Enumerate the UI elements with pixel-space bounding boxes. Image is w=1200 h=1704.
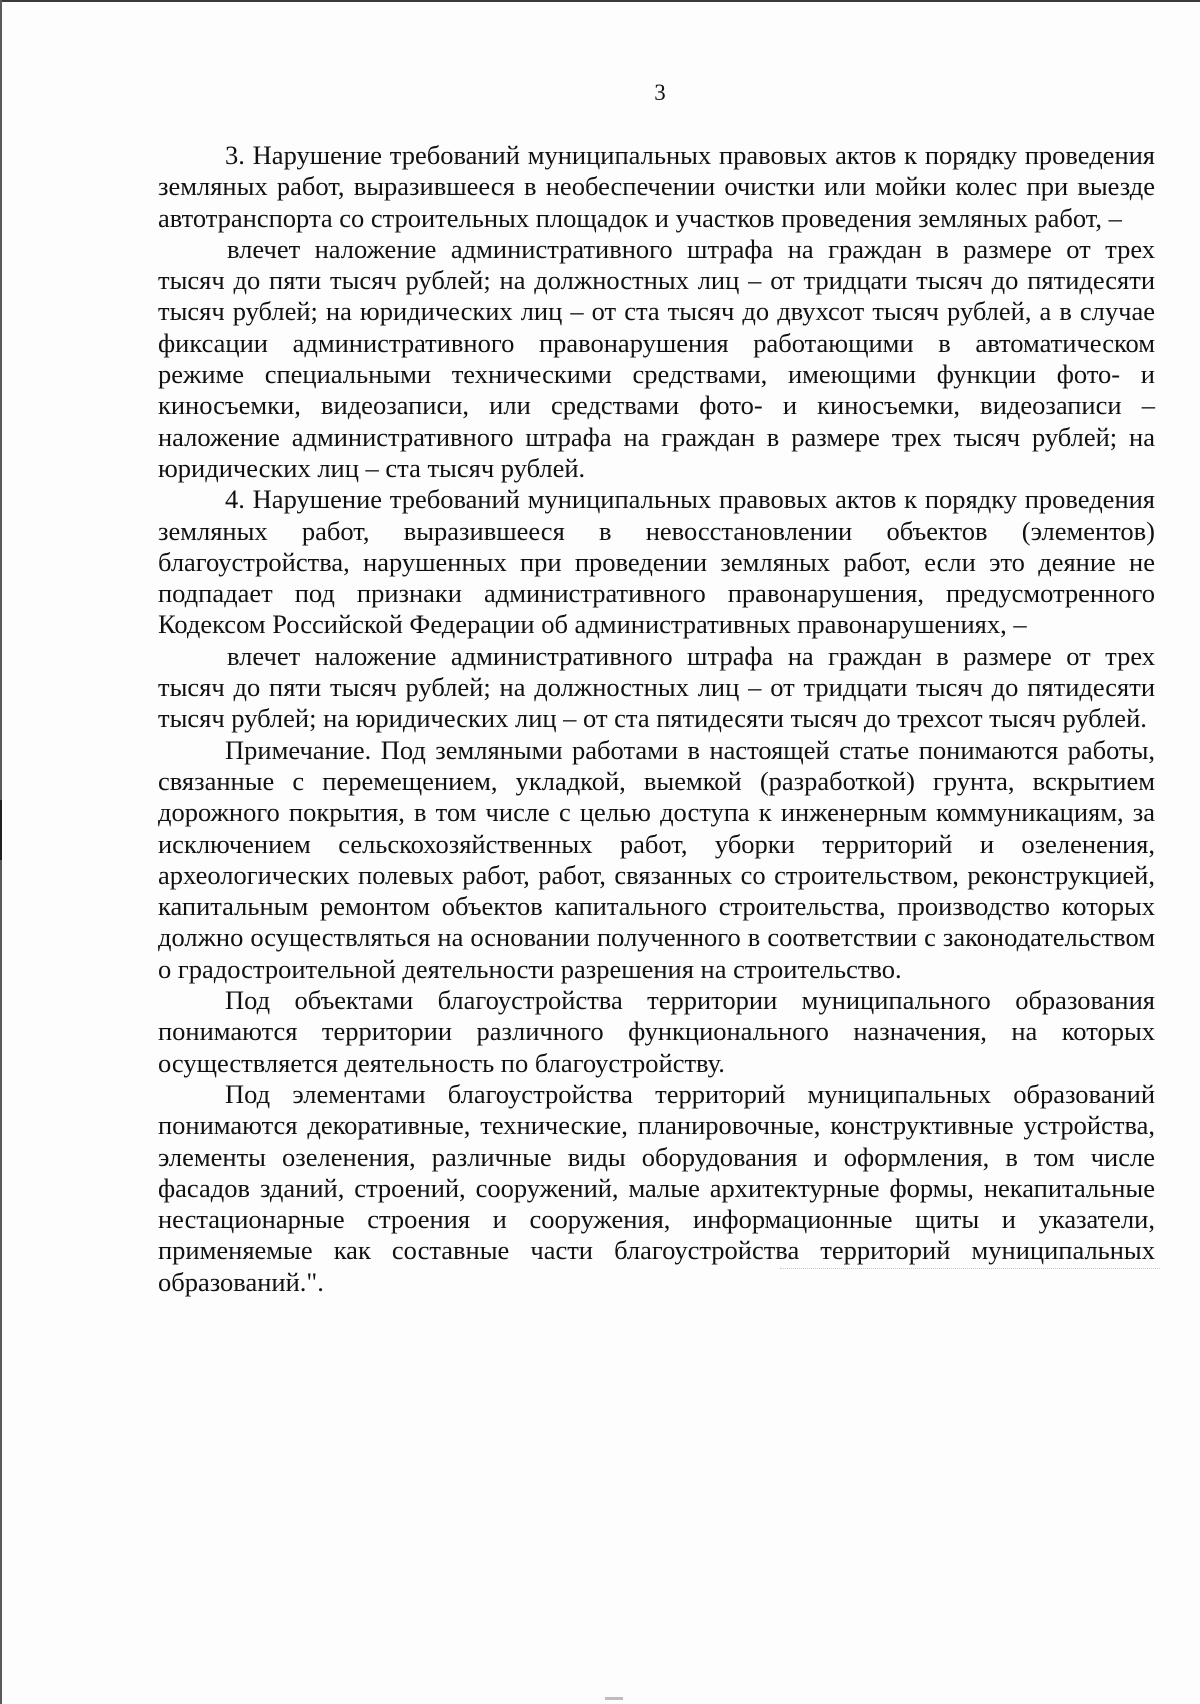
paragraph-article-4: 4. Нарушение требований муниципальных правовых актов к порядку проведения земляных работ, выразившееся в невосстановлении объектов (элементов) благоустройства, нарушенных при проведении земляных работ, если это деяние не подпадает под признаки административного правонарушения, предусмотренного Кодексом Российской Федерации об административных правонарушениях, –	[158, 484, 1155, 640]
paragraph-note: Примечание. Под земляными работами в настоящей статье понимаются работы, связанные с перемещением, укладкой, выемкой (разработкой) грунта, вскрытием дорожного покрытия, в том числе с целью доступа к инженерным коммуникациям, за исключением сельскохозяйственных работ, уборки территорий и озеленения, археологических полевых работ, работ, связанных со строительством, реконструкцией, капитальным ремонтом объектов капитального строительства, производство которых должно осуществляться на основании полученного в соответствии с законодательством о градостроительной деятельности разрешения на строительство.	[158, 734, 1155, 984]
scan-smudge	[605, 1697, 623, 1700]
paragraph-penalty-4: влечет наложение административного штрафа на граждан в размере от трех тысяч до пяти тысяч рублей; на должностных лиц – от тридцати тысяч до пятидесяти тысяч рублей; на юридических лиц – от ста пятидесяти тысяч до трехсот тысяч рублей.	[158, 640, 1155, 734]
paragraph-objects-definition: Под объектами благоустройства территории муниципального образования понимаются территории различного функционального назначения, на которых осуществляется деятельность по благоустройству.	[158, 985, 1155, 1078]
page-number: 3	[654, 80, 666, 105]
paragraph-elements-definition: Под элементами благоустройства территорий муниципальных образований понимаются декоративные, технические, планировочные, конструктивные устройства, элементы озеленения, различные виды оборудования и оформления, в том числе фасадов зданий, строений, сооружений, малые архитектурные формы, некапитальные нестационарные строения и сооружения, информационные щиты и указатели, применяемые как составные части благоустройства территорий муниципальных образований.".	[158, 1078, 1155, 1297]
scan-specks	[780, 1268, 1160, 1271]
scan-edge-top	[0, 0, 1200, 2]
document-body	[158, 140, 1155, 1298]
paragraph-penalty-3: влечет наложение административного штрафа на граждан в размере от трех тысяч до пяти тысяч рублей; на должностных лиц – от тридцати тысяч до пятидесяти тысяч рублей; на юридических лиц – от ста тысяч до двухсот тысяч рублей, а в случае фиксации административного правонарушения работающими в автоматическом режиме специальными техническими средствами, имеющими функции фото- и киносъемки, видеозаписи, или средствами фото- и киносъемки, видеозаписи – наложение административного штрафа на граждан в размере трех тысяч рублей; на юридических лиц – ста тысяч рублей.	[158, 233, 1155, 483]
scan-mark	[0, 800, 2, 860]
paragraph-article-3: 3. Нарушение требований муниципальных правовых актов к порядку проведения земляных работ, выразившееся в необеспечении очистки или мойки колес при выезде автотранспорта со строительных площадок и участков проведения земляных работ, –	[158, 140, 1155, 233]
